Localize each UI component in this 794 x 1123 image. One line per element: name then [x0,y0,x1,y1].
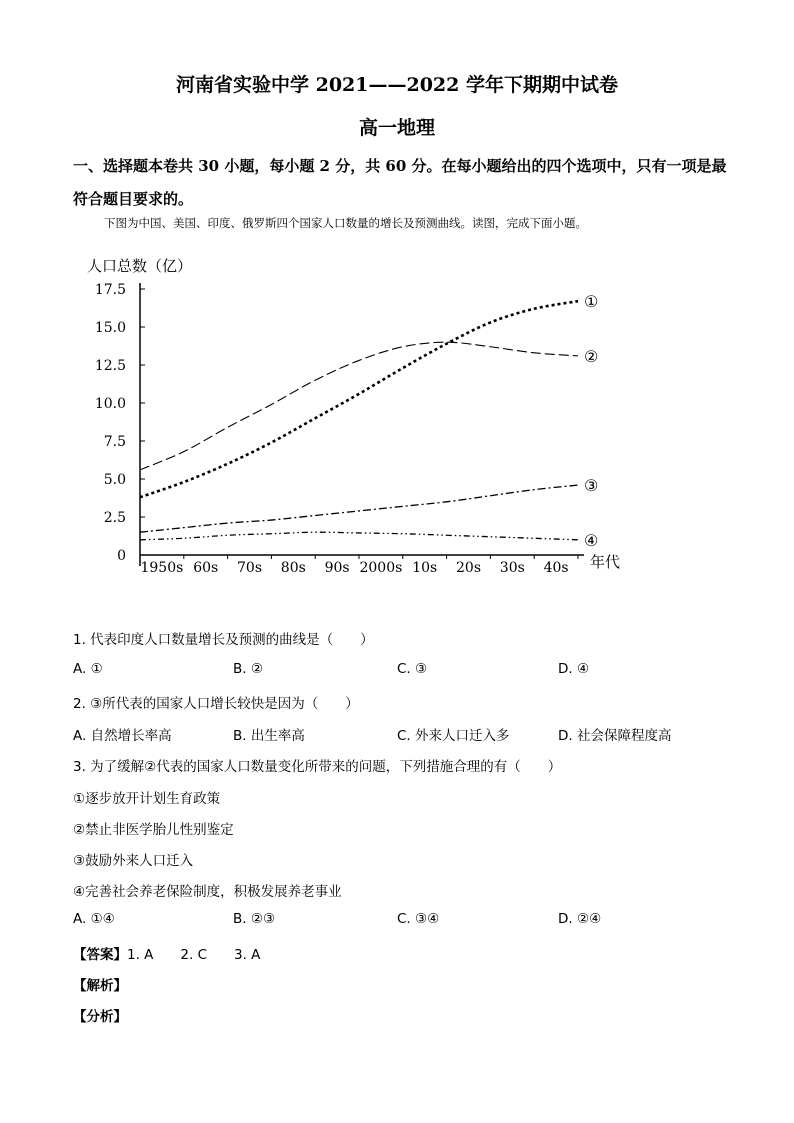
question-3-stem: 3. 为了缓解②代表的国家人口数量变化所带来的问题，下列措施合理的有（ ） [73,759,562,775]
question-3-item-2: ②禁止非医学胎儿性别鉴定 [73,822,234,838]
y-tick-label: 15.0 [94,320,126,336]
series-line-4 [140,532,578,540]
series-label-1: ① [584,292,599,312]
section-instructions: 一、选择题本卷共 30 小题，每小题 2 分，共 60 分。在每小题给出的四个选项中，只有一项是最符合题目要求的。 [73,157,727,208]
question-3-option-c[interactable]: C. ③④ [397,911,440,927]
x-tick-label: 90s [324,560,350,576]
y-tick-label: 5.0 [103,472,126,488]
fenxi-label: 【分析】 [73,1009,127,1025]
x-tick-label: 30s [499,560,525,576]
y-tick-label: 10.0 [94,396,126,412]
chart-intro: 下图为中国、美国、印度、俄罗斯四个国家人口数量的增长及预测曲线。读图，完成下面小题。 [104,216,587,230]
y-tick-label: 12.5 [94,358,126,374]
x-tick-label: 40s [543,560,569,576]
question-1-option-b[interactable]: B. ② [233,661,263,677]
question-1-option-c[interactable]: C. ③ [397,661,428,677]
y-tick-label: 7.5 [103,434,126,450]
x-axis-label: 年代 [590,553,621,571]
question-3-item-3: ③鼓励外来人口迁入 [73,853,194,869]
series-label-3: ③ [584,476,599,496]
answer-label: 【答案】 [73,947,127,963]
y-tick-label: 17.5 [94,282,126,298]
exam-title: 河南省实验中学 2021——2022 学年下期期中试卷 [176,74,618,96]
question-2-stem: 2. ③所代表的国家人口增长较快是因为（ ） [73,696,359,712]
population-chart [0,245,794,585]
question-3-item-4: ④完善社会养老保险制度，积极发展养老事业 [73,884,342,900]
question-1-option-a[interactable]: A. ① [73,661,103,677]
question-1-stem: 1. 代表印度人口数量增长及预测的曲线是（ ） [73,632,374,648]
question-3-option-d[interactable]: D. ②④ [558,911,602,927]
x-tick-label: 70s [237,560,262,576]
series-label-2: ② [584,346,599,366]
x-tick-label: 2000s [359,560,403,576]
x-tick-label: 10s [412,560,438,576]
series-label-4: ④ [584,530,599,550]
series-line-1 [140,301,578,497]
series-line-3 [140,485,578,532]
x-tick-label: 60s [193,560,219,576]
question-2-option-b[interactable]: B. 出生率高 [233,728,305,744]
exam-subtitle: 高一地理 [358,117,435,139]
question-3-option-b[interactable]: B. ②③ [233,911,276,927]
question-2-option-c[interactable]: C. 外来人口迁入多 [397,728,510,744]
y-tick-label: 2.5 [103,510,126,526]
question-3-option-a[interactable]: A. ①④ [73,911,115,927]
y-axis-label: 人口总数（亿） [87,257,193,275]
answer-text: 1. A 2. C 3. A [127,947,261,963]
y-tick-label: 0 [117,548,126,564]
question-3-item-1: ①逐步放开计划生育政策 [73,791,221,807]
question-1-option-d[interactable]: D. ④ [558,661,590,677]
question-2-option-a[interactable]: A. 自然增长率高 [73,728,172,744]
series-line-2 [140,342,578,470]
answer-line [73,943,260,963]
x-tick-label: 80s [280,560,306,576]
x-tick-label: 1950s [140,560,184,576]
analysis-label: 【解析】 [73,978,127,994]
x-tick-label: 20s [456,560,481,576]
question-2-option-d[interactable]: D. 社会保障程度高 [558,728,672,744]
